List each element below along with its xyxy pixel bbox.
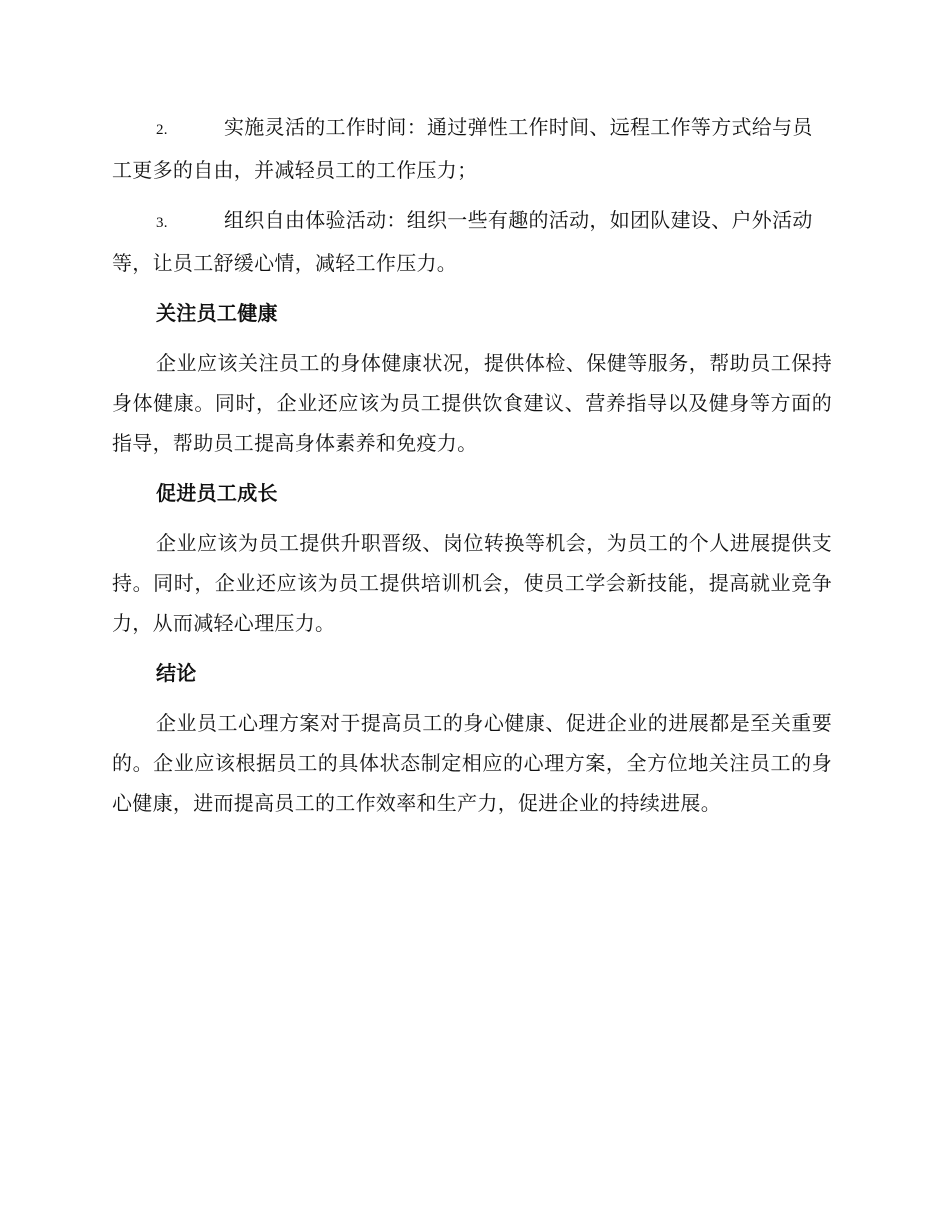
list-number: 3. [156,215,168,231]
section-heading-conclusion: 结论 [156,661,197,685]
section-heading-growth: 促进员工成长 [156,481,278,505]
list-item-text: 实施灵活的工作时间：通过弹性工作时间、远程工作等方式给与员工更多的自由，并减轻员工的工作压力； [112,115,813,182]
list-item-text: 组织自由体验活动：组织一些有趣的活动，如团队建设、户外活动等，让员工舒缓心情，减轻工作压力。 [112,208,813,275]
section-body-growth: 企业应该为员工提供升职晋级、岗位转换等机会，为员工的个人进展提供支持。同时，企业还应该为员工提供培训机会，使员工学会新技能，提高就业竞争力，从而减轻心理压力。 [112,531,832,635]
list-item [112,200,832,283]
document-body [112,107,832,833]
section-body-conclusion: 企业员工心理方案对于提高员工的身心健康、促进企业的进展都是至关重要的。企业应该根据员工的具体状态制定相应的心理方案，全方位地关注员工的身心健康，进而提高员工的工作效率和生产力，促进企业的持续进展。 [112,711,832,815]
section-body-health: 企业应该关注员工的身体健康状况，提供体检、保健等服务，帮助员工保持身体健康。同时，企业还应该为员工提供饮食建议、营养指导以及健身等方面的指导，帮助员工提高身体素养和免疫力。 [112,351,832,455]
list-number: 2. [156,122,168,138]
list-item [112,107,832,190]
section-heading-health: 关注员工健康 [156,301,278,325]
